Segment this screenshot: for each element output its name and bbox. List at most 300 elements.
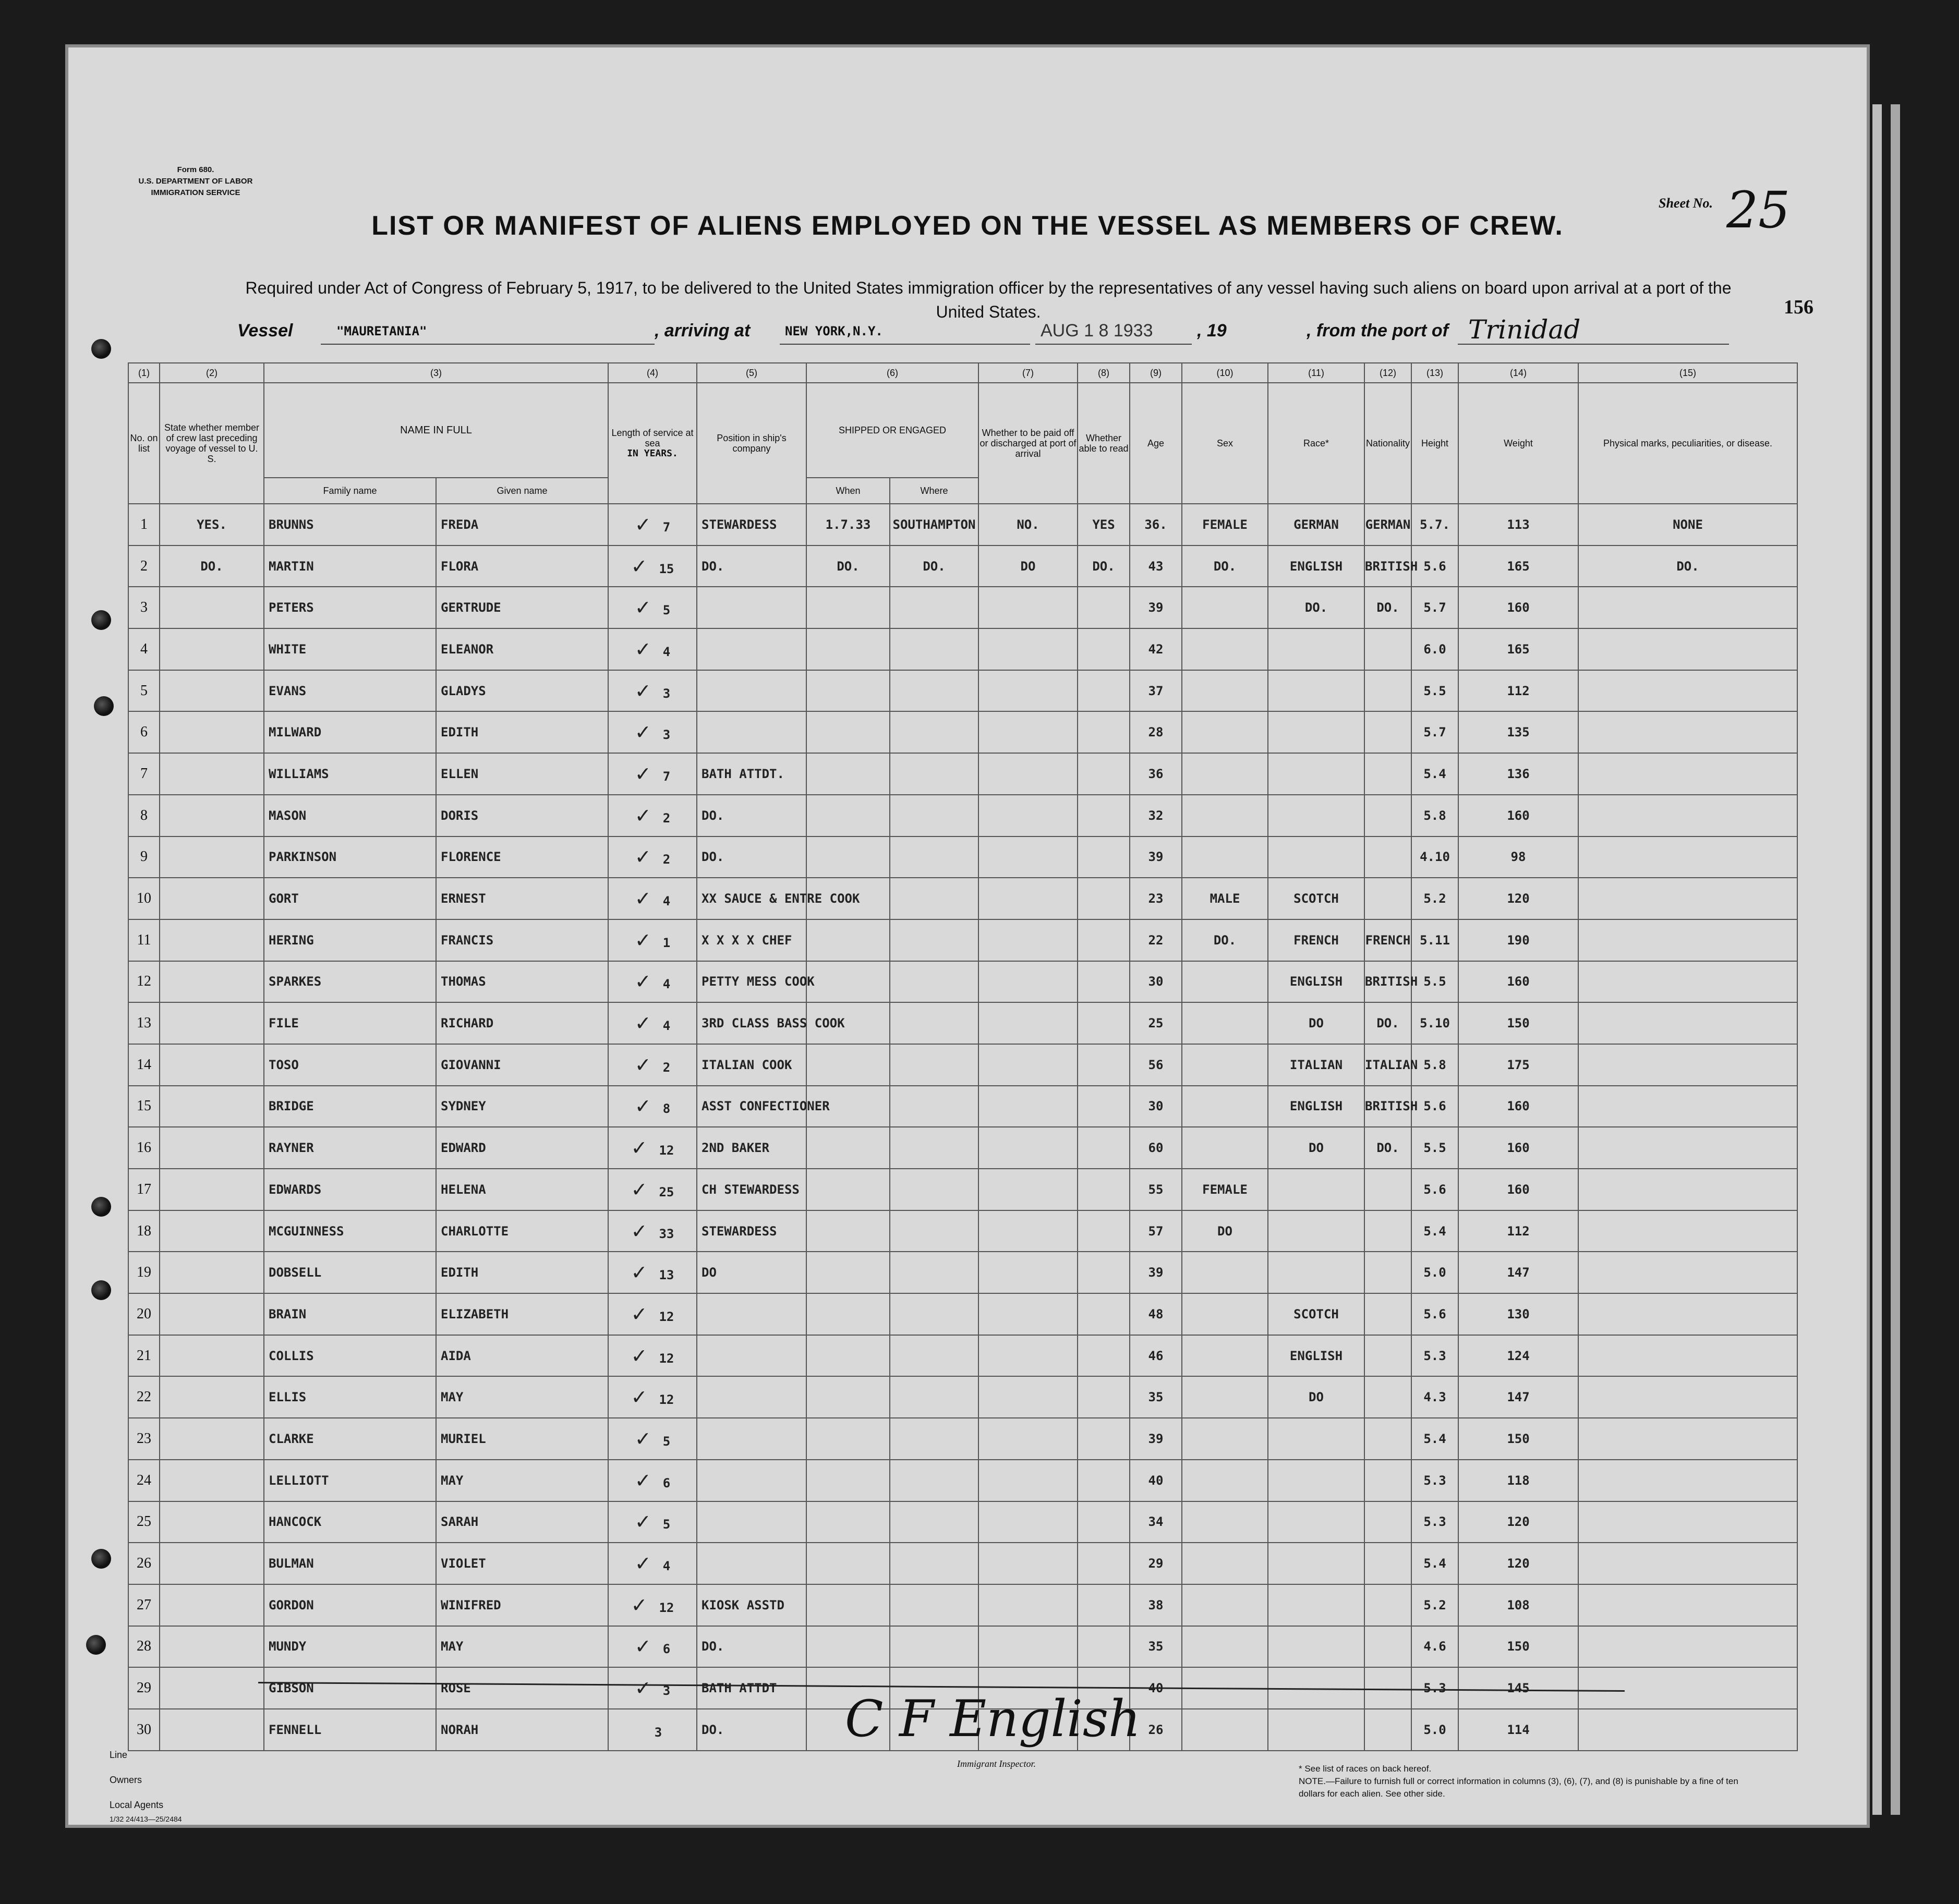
age-cell: 56 [1130,1044,1182,1086]
weight-cell: 130 [1458,1293,1578,1335]
race-cell [1268,1584,1364,1626]
able-to-read-cell [1078,1335,1130,1377]
crew-status-cell [160,1543,264,1584]
family-name-cell: MASON [264,795,436,836]
arriving-port: NEW YORK,N.Y. [785,324,883,338]
physical-marks-cell [1578,1543,1797,1584]
shipped-where-cell [890,1086,978,1127]
height-cell: 5.3 [1411,1335,1458,1377]
col-number: (14) [1458,363,1578,383]
service-length-value: 12 [659,1392,674,1408]
sex-cell [1182,1086,1268,1127]
nationality-cell: BRITISH [1364,961,1411,1003]
crew-status-cell [160,1501,264,1543]
family-name-cell: MILWARD [264,711,436,753]
crew-status-cell [160,670,264,712]
check-mark-icon: ✓ [634,845,651,869]
nationality-cell [1364,753,1411,795]
race-cell: ITALIAN [1268,1044,1364,1086]
service-length-cell [608,670,697,712]
row-number-cell: 4 [128,628,160,670]
race-cell: ENGLISH [1268,961,1364,1003]
sex-cell: DO [1182,1210,1268,1252]
height-cell: 4.3 [1411,1376,1458,1418]
col-number: (4) [608,363,697,383]
physical-marks-cell [1578,1376,1797,1418]
col-number: (7) [978,363,1078,383]
crew-status-cell [160,1460,264,1501]
shipped-where-cell [890,919,978,961]
table-row [128,795,1797,836]
given-name-cell: EDITH [436,1252,608,1293]
age-cell: 37 [1130,670,1182,712]
height-cell: 5.5 [1411,670,1458,712]
crew-status-cell [160,1626,264,1668]
physical-marks-cell [1578,587,1797,628]
position-cell [697,587,806,628]
given-name-cell: ELLEN [436,753,608,795]
shipped-when-cell [806,753,890,795]
sex-cell [1182,1626,1268,1668]
service-length-value: 2 [662,810,671,826]
shipped-when-cell [806,961,890,1003]
weight-cell: 175 [1458,1044,1578,1086]
family-name-cell: BRIDGE [264,1086,436,1127]
weight-cell: 108 [1458,1584,1578,1626]
service-length-value: 4 [662,894,671,909]
page-edge-right-1 [1872,104,1882,1815]
given-name-cell: DORIS [436,795,608,836]
height-cell: 5.7 [1411,711,1458,753]
able-to-read-cell [1078,711,1130,753]
given-name-cell: ELIZABETH [436,1293,608,1335]
table-row [128,670,1797,712]
sex-cell [1182,587,1268,628]
check-mark-icon: ✓ [634,1677,651,1700]
family-name-cell: EDWARDS [264,1169,436,1210]
sex-cell [1182,1252,1268,1293]
weight-cell: 98 [1458,836,1578,878]
paid-off-cell [978,1127,1078,1169]
race-cell [1268,1169,1364,1210]
date-stamp: AUG 1 8 1933 [1041,321,1153,341]
vessel-underline [321,344,655,345]
table-row [128,628,1797,670]
shipped-when-cell [806,1169,890,1210]
shipped-when-cell [806,1376,890,1418]
paid-off-cell [978,878,1078,919]
age-cell: 36 [1130,753,1182,795]
paid-off-cell: DO [978,545,1078,587]
shipped-where-cell [890,1418,978,1460]
race-cell [1268,836,1364,878]
service-length-cell [608,711,697,753]
service-length-value: 3 [662,727,671,743]
nationality-cell [1364,795,1411,836]
family-name-cell: GIBSON [264,1667,436,1709]
header-paid-off: Whether to be paid off or discharged at port of arrival [978,383,1078,504]
shipped-when-cell [806,1584,890,1626]
nationality-cell [1364,1418,1411,1460]
nationality-cell: DO. [1364,1127,1411,1169]
given-name-cell: NORAH [436,1709,608,1751]
family-name-cell: MUNDY [264,1626,436,1668]
paid-off-cell: NO. [978,504,1078,545]
given-name-cell: THOMAS [436,961,608,1003]
row-number-cell: 16 [128,1127,160,1169]
crew-status-cell [160,1210,264,1252]
shipped-where-cell [890,1543,978,1584]
crew-manifest-table [128,362,1798,1751]
given-name-cell: FLORENCE [436,836,608,878]
service-length-cell [608,1626,697,1668]
race-cell [1268,753,1364,795]
table-row [128,753,1797,795]
header-age: Age [1130,383,1182,504]
physical-marks-cell [1578,1169,1797,1210]
weight-cell: 136 [1458,753,1578,795]
able-to-read-cell [1078,670,1130,712]
table-row [128,1418,1797,1460]
weight-cell: 165 [1458,628,1578,670]
able-to-read-cell: YES [1078,504,1130,545]
header-race: Race* [1268,383,1364,504]
weight-cell: 160 [1458,1127,1578,1169]
check-mark-icon: ✓ [631,1593,648,1617]
header-family-name: Family name [264,478,436,504]
check-mark-icon: ✓ [631,1136,648,1160]
row-number-cell: 27 [128,1584,160,1626]
service-length-value: 6 [662,1642,671,1657]
age-cell: 30 [1130,961,1182,1003]
family-name-cell: HANCOCK [264,1501,436,1543]
height-cell: 5.0 [1411,1709,1458,1751]
weight-cell: 147 [1458,1252,1578,1293]
shipped-when-cell [806,587,890,628]
table-row [128,1086,1797,1127]
position-cell [697,1293,806,1335]
service-length-cell [608,919,697,961]
physical-marks-cell [1578,1086,1797,1127]
age-cell: 40 [1130,1460,1182,1501]
row-number-cell: 7 [128,753,160,795]
physical-marks-cell [1578,1460,1797,1501]
punch-hole [91,1280,111,1300]
height-cell: 5.5 [1411,961,1458,1003]
weight-cell: 165 [1458,545,1578,587]
family-name-cell: SPARKES [264,961,436,1003]
height-cell: 5.6 [1411,1169,1458,1210]
physical-marks-cell [1578,878,1797,919]
physical-marks-cell [1578,1127,1797,1169]
col-number: (9) [1130,363,1182,383]
shipped-where-cell [890,753,978,795]
nationality-cell [1364,711,1411,753]
age-cell: 32 [1130,795,1182,836]
service-length-cell [608,1543,697,1584]
check-mark-icon: ✓ [634,1427,651,1450]
punch-hole [94,696,114,716]
shipped-where-cell [890,878,978,919]
sex-cell [1182,1376,1268,1418]
owners-label: Owners [110,1775,142,1785]
able-to-read-cell: DO. [1078,545,1130,587]
service-length-value: 4 [662,644,671,659]
row-number-cell: 22 [128,1376,160,1418]
vessel-name: "MAURETANIA" [336,324,427,338]
weight-cell: 150 [1458,1002,1578,1044]
row-number-cell: 24 [128,1460,160,1501]
sheet-label: Sheet No. [1659,196,1713,211]
position-cell [697,1460,806,1501]
service-length-cell [608,753,697,795]
shipped-when-cell [806,1335,890,1377]
given-name-cell: WINIFRED [436,1584,608,1626]
service-length-cell [608,836,697,878]
row-number-cell: 17 [128,1169,160,1210]
table-row [128,504,1797,545]
able-to-read-cell [1078,1501,1130,1543]
given-name-cell: FRANCIS [436,919,608,961]
header-where: Where [890,478,978,504]
position-cell: DO. [697,836,806,878]
row-number-cell: 5 [128,670,160,712]
able-to-read-cell [1078,919,1130,961]
weight-cell: 150 [1458,1626,1578,1668]
nationality-cell [1364,1376,1411,1418]
sex-cell: FEMALE [1182,1169,1268,1210]
family-name-cell: FENNELL [264,1709,436,1751]
crew-status-cell [160,587,264,628]
race-cell: DO. [1268,587,1364,628]
position-cell [697,1376,806,1418]
able-to-read-cell [1078,1376,1130,1418]
race-cell [1268,1501,1364,1543]
table-row [128,1210,1797,1252]
family-name-cell: GORDON [264,1584,436,1626]
header-height: Height [1411,383,1458,504]
family-name-cell: LELLIOTT [264,1460,436,1501]
physical-marks-cell [1578,753,1797,795]
col-number: (3) [264,363,608,383]
given-name-cell: HELENA [436,1169,608,1210]
check-mark-icon: ✓ [631,1219,648,1243]
check-mark-icon: ✓ [631,1302,648,1326]
service-length-cell [608,1086,697,1127]
check-mark-icon: ✓ [631,1178,648,1201]
sex-cell [1182,1002,1268,1044]
vessel-label: Vessel [237,321,293,341]
family-name-cell: RAYNER [264,1127,436,1169]
punch-hole [86,1635,106,1655]
paid-off-cell [978,1335,1078,1377]
service-length-value: 5 [662,1434,671,1449]
sex-cell [1182,628,1268,670]
check-mark-icon: ✓ [631,1386,648,1409]
family-name-cell: WILLIAMS [264,753,436,795]
nationality-cell: BRITISH [1364,1086,1411,1127]
given-name-cell: MAY [436,1626,608,1668]
crew-status-cell [160,1169,264,1210]
service-length-value: 5 [662,603,671,618]
header-when: When [806,478,890,504]
position-cell [697,1335,806,1377]
service-length-value: 2 [662,852,671,867]
row-number-cell: 6 [128,711,160,753]
col-number: (13) [1411,363,1458,383]
paid-off-cell [978,1418,1078,1460]
physical-marks-cell [1578,919,1797,961]
table-row [128,1252,1797,1293]
arriving-label: , arriving at [655,321,751,341]
paid-off-cell [978,670,1078,712]
shipped-when-cell [806,1460,890,1501]
age-cell: 25 [1130,1002,1182,1044]
table-row [128,711,1797,753]
nationality-cell [1364,1169,1411,1210]
row-number-cell: 26 [128,1543,160,1584]
height-cell: 5.11 [1411,919,1458,961]
race-cell [1268,711,1364,753]
family-name-cell: FILE [264,1002,436,1044]
physical-marks-cell [1578,1252,1797,1293]
age-cell: 39 [1130,836,1182,878]
height-cell: 5.0 [1411,1252,1458,1293]
race-cell [1268,1210,1364,1252]
sex-cell [1182,961,1268,1003]
nationality-cell [1364,1501,1411,1543]
weight-cell: 150 [1458,1418,1578,1460]
sex-cell [1182,795,1268,836]
shipped-when-cell [806,711,890,753]
age-cell: 26 [1130,1709,1182,1751]
able-to-read-cell [1078,1044,1130,1086]
row-number-cell: 2 [128,545,160,587]
row-number-cell: 3 [128,587,160,628]
row-number-cell: 15 [128,1086,160,1127]
col-number: (11) [1268,363,1364,383]
shipped-where-cell [890,1584,978,1626]
height-cell: 5.8 [1411,1044,1458,1086]
department-name: U.S. DEPARTMENT OF LABOR [138,177,253,186]
shipped-where-cell [890,670,978,712]
height-cell: 5.8 [1411,795,1458,836]
family-name-cell: PETERS [264,587,436,628]
sex-cell: FEMALE [1182,504,1268,545]
able-to-read-cell [1078,1127,1130,1169]
date-underline [1035,344,1192,345]
given-name-cell: MAY [436,1460,608,1501]
family-name-cell: BULMAN [264,1543,436,1584]
weight-cell: 160 [1458,1086,1578,1127]
height-cell: 4.10 [1411,836,1458,878]
punch-hole [91,1197,111,1217]
punch-hole [91,610,111,630]
position-cell: KIOSK ASSTD [697,1584,806,1626]
race-cell [1268,1626,1364,1668]
height-cell: 5.3 [1411,1460,1458,1501]
punch-hole [91,1549,111,1569]
header-weight: Weight [1458,383,1578,504]
able-to-read-cell [1078,753,1130,795]
physical-marks-cell [1578,1418,1797,1460]
header-nationality: Nationality [1364,383,1411,504]
service-length-cell [608,628,697,670]
shipped-where-cell [890,1210,978,1252]
header-physical-marks: Physical marks, peculiarities, or disease. [1578,383,1797,504]
table-row [128,1044,1797,1086]
given-name-cell: EDWARD [436,1127,608,1169]
header-shipped-engaged: SHIPPED OR ENGAGED [806,383,978,478]
weight-cell: 112 [1458,670,1578,712]
sex-cell [1182,1501,1268,1543]
table-row [128,836,1797,878]
position-cell: 3RD CLASS BASS COOK [697,1002,806,1044]
service-length-cell [608,1460,697,1501]
service-name: IMMIGRATION SERVICE [151,188,240,197]
crew-status-cell [160,628,264,670]
race-cell [1268,1543,1364,1584]
paid-off-cell [978,1002,1078,1044]
position-cell [697,628,806,670]
shipped-where-cell [890,1335,978,1377]
weight-cell: 120 [1458,1501,1578,1543]
height-cell: 5.2 [1411,1584,1458,1626]
shipped-when-cell [806,919,890,961]
table-row [128,1335,1797,1377]
service-length-value: 12 [659,1600,674,1615]
service-length-cell [608,961,697,1003]
position-cell: ASST CONFECTIONER [697,1086,806,1127]
service-length-value: 1 [662,935,671,950]
form-number: Form 680. [177,165,214,174]
service-length-value: 25 [659,1184,674,1199]
family-name-cell: WHITE [264,628,436,670]
age-cell: 38 [1130,1584,1182,1626]
weight-cell: 160 [1458,961,1578,1003]
race-cell: GERMAN [1268,504,1364,545]
paid-off-cell [978,1460,1078,1501]
service-length-cell [608,878,697,919]
service-length-cell [608,545,697,587]
header-sex: Sex [1182,383,1268,504]
shipped-where-cell [890,1169,978,1210]
sex-cell [1182,1127,1268,1169]
age-cell: 35 [1130,1376,1182,1418]
height-cell: 6.0 [1411,628,1458,670]
crew-status-cell [160,878,264,919]
row-number-cell: 14 [128,1044,160,1086]
sex-cell [1182,711,1268,753]
crew-status-cell [160,1086,264,1127]
service-length-cell [608,587,697,628]
crew-status-cell [160,1335,264,1377]
weight-cell: 145 [1458,1667,1578,1709]
row-number-cell: 21 [128,1335,160,1377]
race-cell [1268,795,1364,836]
given-name-cell: EDITH [436,711,608,753]
weight-cell: 160 [1458,1169,1578,1210]
paid-off-cell [978,919,1078,961]
shipped-when-cell [806,1293,890,1335]
service-length-cell [608,1002,697,1044]
race-cell: ENGLISH [1268,1335,1364,1377]
from-port: Trinidad [1468,314,1581,345]
column-header-row [128,383,1797,478]
family-name-cell: HERING [264,919,436,961]
from-label: , from the port of [1307,321,1448,341]
age-cell: 43 [1130,545,1182,587]
